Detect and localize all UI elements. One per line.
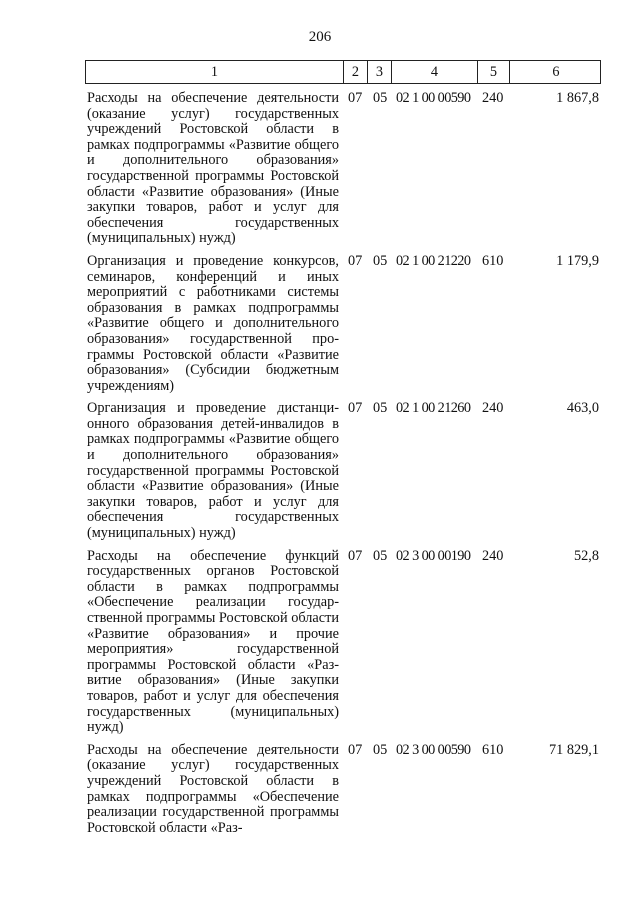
row-section: 07: [348, 547, 363, 564]
row-section: 07: [348, 400, 363, 417]
row-expense-type: 240: [482, 547, 504, 564]
row-amount: 463,0: [566, 400, 599, 417]
header-col-2: 2: [344, 61, 368, 83]
row-expense-type: 610: [482, 741, 504, 758]
table-header: [85, 60, 601, 84]
row-target-article: 02 1 00 21260: [396, 400, 471, 417]
header-col-5: 5: [478, 61, 510, 83]
budget-table: [85, 60, 601, 836]
row-section: 07: [348, 90, 363, 106]
row-subsection: 05: [373, 741, 388, 758]
header-col-3: 3: [368, 61, 392, 83]
row-subsection: 05: [373, 90, 388, 106]
row-expense-type: 610: [482, 252, 504, 269]
row-description: Расходы на обеспечение деятельности (оказание услуг) государственных учреждений Ростовской области в рамках подпрограммы «Обеспечение реализации государственной программы Ростовской области «Раз-: [87, 741, 339, 836]
row-description: Расходы на обеспечение деятельности (оказание услуг) государственных учреждений Ростовской области в рамках подпрограммы «Развитие общего и дополнительного образования» государственной программы Ростовской области «Развитие образования» (Иные закупки товаров, работ и услуг для обеспечения государственных (муниципальных) нужд): [87, 90, 339, 247]
row-amount: 52,8: [573, 547, 599, 564]
row-description: Организация и проведение конкурсов, семинаров, конференций и иных мероприятий с работниками системы образования в рамках подпрограммы «Развитие общего и дополнительного образования» государственной программы Ростовской области «Развитие образования» (Субсидии бюджетным учреждениям): [87, 252, 339, 394]
table-row: [85, 91, 601, 247]
row-amount: 71 829,1: [548, 741, 599, 758]
row-subsection: 05: [373, 252, 388, 269]
table-row: [85, 549, 601, 736]
row-amount: 1 179,9: [556, 252, 599, 269]
table-row: [85, 743, 601, 837]
row-target-article: 02 3 00 00590: [396, 741, 471, 758]
row-expense-type: 240: [482, 90, 504, 106]
row-description: Организация и проведение дистанционного образования детей-инвалидов в рамках подпрограммы «Развитие общего и дополнительного образования» государственной программы Ростовской области «Развитие образования» (Иные закупки товаров, работ и услуг для обеспечения государственных (муниципальных) нужд): [87, 400, 339, 542]
row-target-article: 02 1 00 21220: [396, 252, 471, 269]
row-subsection: 05: [373, 400, 388, 417]
table-row: [85, 254, 601, 394]
row-section: 07: [348, 741, 363, 758]
page-number: 206: [308, 29, 332, 45]
table-row: [85, 401, 601, 541]
row-amount: 1 867,8: [556, 90, 599, 106]
row-expense-type: 240: [482, 400, 504, 417]
row-target-article: 02 1 00 00590: [396, 90, 471, 106]
row-target-article: 02 3 00 00190: [396, 547, 471, 564]
row-description: Расходы на обеспечение функций государственных органов Ростовской области в рамках подпрограммы «Обеспечение реализации государственной программы Ростовской области «Развитие образования» и прочие мероприятия» государственной программы Ростовской области «Развитие образования» (Иные закупки товаров, работ и услуг для обеспечения государственных (муниципальных) нужд): [87, 547, 339, 736]
header-col-1: 1: [86, 61, 344, 83]
header-col-6: 6: [552, 64, 560, 80]
row-subsection: 05: [373, 547, 388, 564]
row-section: 07: [348, 252, 363, 269]
header-col-4: 4: [392, 61, 478, 83]
